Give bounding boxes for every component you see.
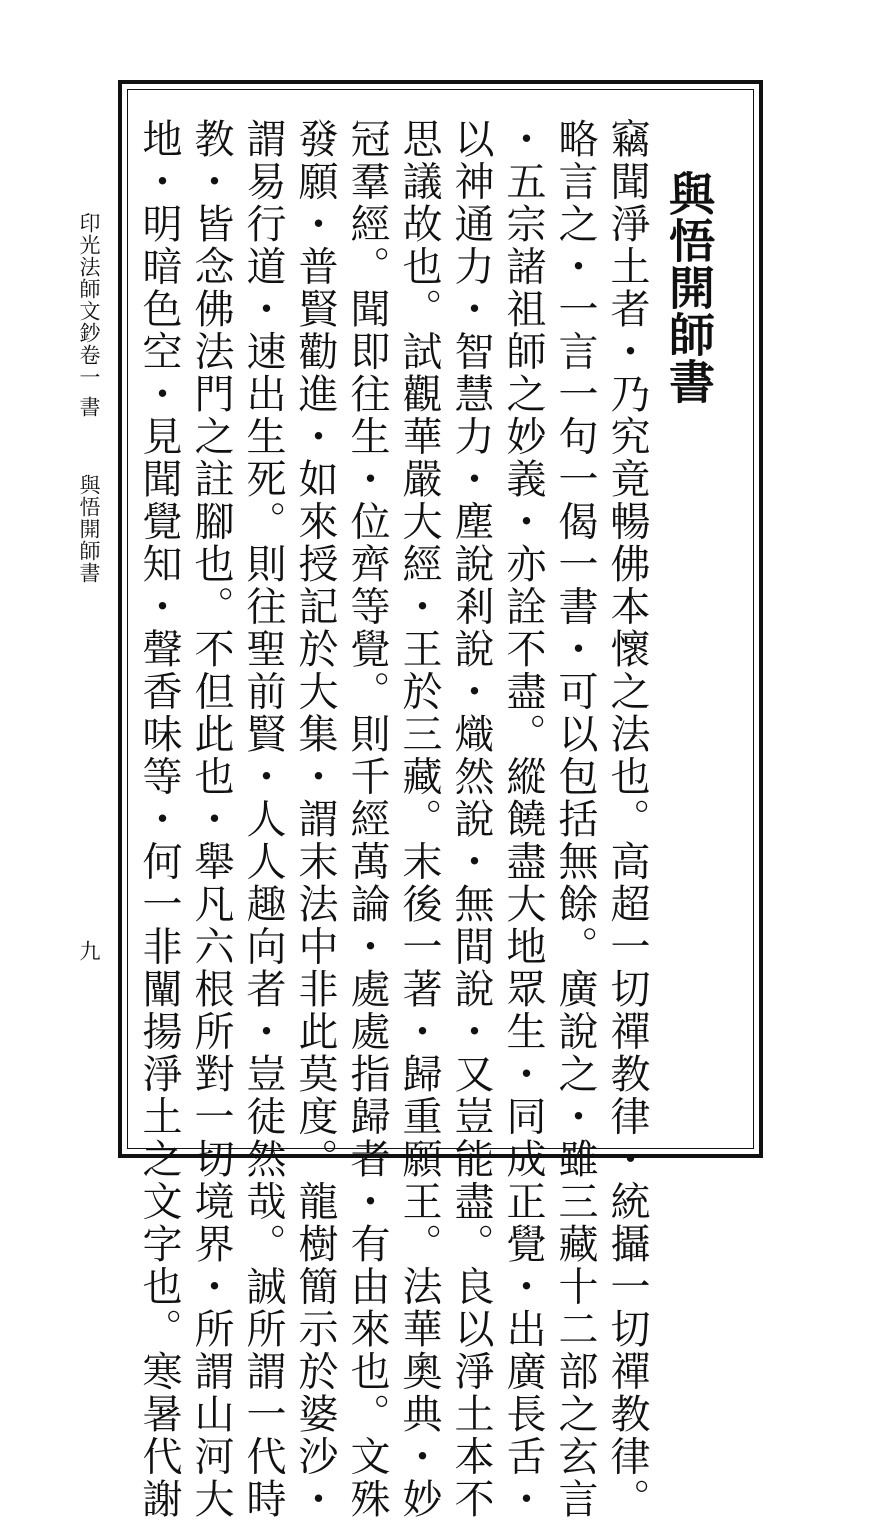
text-column-3: ・五宗諸祖師之妙義・亦詮不盡。縱饒盡大地眾生・同成正覺・出廣長舌・: [500, 118, 546, 1521]
letter-heading: 與悟開師書: [662, 170, 716, 405]
margin-letter-title: 與悟開師書: [77, 474, 101, 584]
text-column-1: 竊聞淨土者・乃究竟暢佛本懷之法也。高超一切禪教律・統攝一切禪教律。: [604, 118, 650, 1521]
text-column-5: 思議故也。試觀華嚴大經・王於三藏。末後一著・歸重願王。法華奧典・妙: [396, 118, 442, 1521]
text-column-7: 發願・普賢勸進・如來授記於大集・謂末法中非此莫度。龍樹簡示於婆沙・: [292, 118, 338, 1521]
text-column-6: 冠羣經。聞即往生・位齊等覺。則千經萬論・處處指歸者・有由來也。文殊: [344, 118, 390, 1521]
margin-book-title: 印光法師文鈔卷一: [77, 212, 101, 388]
page-number: 九: [77, 940, 101, 961]
text-column-8: 謂易行道・速出生死。則往聖前賢・人人趣向者・豈徒然哉。誠所謂一代時: [240, 118, 286, 1521]
text-column-9: 教・皆念佛法門之註腳也。不但此也・舉凡六根所對一切境界・所謂山河大: [188, 118, 234, 1521]
text-column-10: 地・明暗色空・見聞覺知・聲香味等・何一非闡揚淨土之文字也。寒暑代謝: [136, 118, 182, 1521]
text-column-4: 以神通力・智慧力・塵說剎說・熾然說・無間說・又豈能盡。良以淨土本不: [448, 118, 494, 1521]
text-column-2: 略言之・一言一句一偈一書・可以包括無餘。廣說之・雖三藏十二部之玄言: [552, 118, 598, 1521]
margin-section-label: 書: [77, 396, 101, 417]
